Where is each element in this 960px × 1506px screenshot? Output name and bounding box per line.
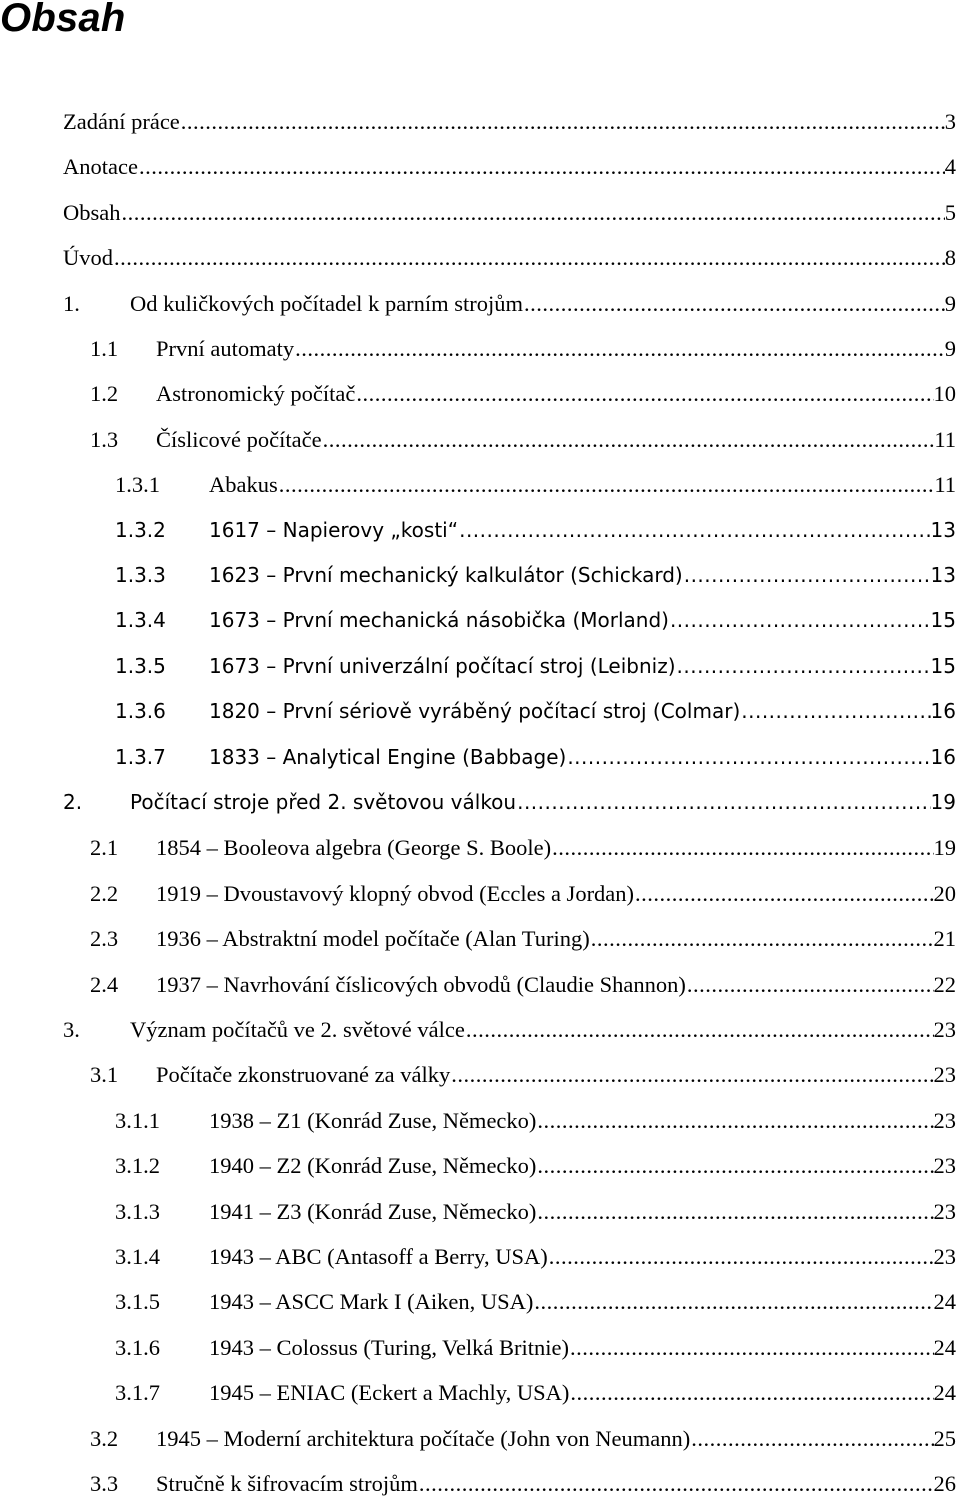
toc-entry-page-number: 8 bbox=[944, 245, 956, 271]
toc-entry-number: 2.4 bbox=[90, 971, 119, 997]
toc-entry[interactable] bbox=[115, 1279, 956, 1324]
toc-entry-number: 3. bbox=[63, 1017, 80, 1042]
toc-entry[interactable] bbox=[115, 1234, 956, 1279]
toc-dot-leader bbox=[566, 735, 930, 780]
toc-entry[interactable] bbox=[63, 144, 956, 189]
toc-entry[interactable] bbox=[90, 871, 956, 916]
toc-dot-leader bbox=[536, 1189, 933, 1234]
toc-entry-number: 3.1.2 bbox=[115, 1153, 160, 1179]
toc-entry-title: 1919 – Dvoustavový klopný obvod (Eccles a Jordan) bbox=[156, 880, 635, 906]
toc-entry-number: 1.3.5 bbox=[115, 653, 166, 678]
toc-dot-leader bbox=[669, 598, 931, 643]
toc-entry-page-number: 9 bbox=[944, 290, 956, 316]
toc-dot-leader bbox=[278, 462, 935, 507]
toc-entry-page-number: 19 bbox=[930, 790, 956, 814]
toc-entry-title: 1617 – Napierovy „kosti“ bbox=[209, 517, 459, 542]
toc-entry-page-number: 23 bbox=[933, 1198, 956, 1224]
toc-entry-title: Počítací stroje před 2. světovou válkou bbox=[130, 790, 517, 814]
toc-entry-number: 3.1.1 bbox=[115, 1107, 160, 1133]
toc-entry-number: 2.3 bbox=[90, 926, 119, 952]
toc-entry-number: 1.1 bbox=[90, 336, 119, 361]
toc-entry-title: 1623 – První mechanický kalkulátor (Schickard) bbox=[209, 563, 683, 587]
toc-entry-title: Od kuličkových počítadel k parním strojům bbox=[130, 290, 524, 316]
toc-entry-title: 1943 – Colossus (Turing, Velká Britnie) bbox=[209, 1334, 570, 1360]
toc-dot-leader bbox=[676, 644, 931, 689]
toc-entry-title: 1820 – První sériově vyráběný počítací stroj (Colmar) bbox=[209, 699, 741, 724]
toc-entry-page-number: 13 bbox=[930, 563, 956, 587]
toc-dot-leader bbox=[686, 962, 934, 1007]
toc-entry-number: 3.1.6 bbox=[115, 1334, 160, 1360]
toc-entry-page-number: 24 bbox=[933, 1289, 956, 1315]
toc-entry-title: 1945 – ENIAC (Eckert a Machly, USA) bbox=[209, 1380, 570, 1406]
toc-entry-title: 1938 – Z1 (Konrád Zuse, Německo) bbox=[209, 1107, 537, 1133]
toc-entry[interactable] bbox=[115, 462, 956, 507]
toc-entry-page-number: 15 bbox=[930, 653, 956, 678]
toc-entry[interactable] bbox=[90, 1461, 956, 1506]
toc-dot-leader bbox=[569, 1370, 933, 1415]
toc-entry-title: Obsah bbox=[63, 199, 121, 225]
toc-entry-number: 2.1 bbox=[90, 835, 119, 861]
toc-entry-page-number: 21 bbox=[933, 926, 956, 952]
toc-entry[interactable] bbox=[115, 1098, 956, 1143]
page-title: Obsah bbox=[0, 0, 126, 40]
toc-dot-leader bbox=[458, 508, 930, 553]
toc-entry[interactable] bbox=[63, 1007, 956, 1052]
toc-entry-page-number: 5 bbox=[944, 199, 956, 225]
toc-entry[interactable] bbox=[115, 1325, 956, 1370]
toc-entry-number: 3.1.3 bbox=[115, 1198, 160, 1224]
toc-entry[interactable] bbox=[115, 598, 956, 643]
toc-entry-page-number: 23 bbox=[933, 1017, 956, 1042]
toc-dot-leader bbox=[355, 371, 933, 416]
toc-entry[interactable] bbox=[90, 417, 956, 462]
toc-entry-page-number: 16 bbox=[930, 744, 956, 769]
toc-entry[interactable] bbox=[115, 689, 956, 734]
toc-entry-page-number: 22 bbox=[933, 971, 956, 997]
toc-entry-title: 1854 – Booleova algebra (George S. Boole) bbox=[156, 835, 552, 861]
toc-entry[interactable] bbox=[115, 508, 956, 553]
toc-dot-leader bbox=[113, 235, 945, 280]
toc-entry-page-number: 23 bbox=[933, 1244, 956, 1269]
toc-dot-leader bbox=[121, 190, 945, 235]
toc-entry[interactable] bbox=[63, 99, 956, 144]
toc-entry-number: 1.3.3 bbox=[115, 563, 166, 587]
toc-entry-number: 3.1.5 bbox=[115, 1289, 160, 1315]
toc-entry-number: 1.3.4 bbox=[115, 608, 166, 633]
toc-entry-title: 1940 – Z2 (Konrád Zuse, Německo) bbox=[209, 1153, 537, 1179]
toc-entry[interactable] bbox=[115, 1370, 956, 1415]
toc-entry[interactable] bbox=[115, 1189, 956, 1234]
toc-dot-leader bbox=[465, 1007, 934, 1052]
toc-entry-page-number: 9 bbox=[944, 336, 956, 361]
toc-dot-leader bbox=[683, 553, 931, 598]
toc-dot-leader bbox=[548, 1234, 934, 1279]
toc-entry[interactable] bbox=[63, 281, 956, 326]
toc-entry-title: Stručně k šifrovacím strojům bbox=[156, 1471, 418, 1496]
toc-entry-number: 1. bbox=[63, 290, 80, 316]
toc-entry-title: První automaty bbox=[156, 336, 295, 361]
toc-entry-number: 3.1.7 bbox=[115, 1380, 160, 1406]
toc-entry[interactable] bbox=[115, 735, 956, 780]
toc-entry-title: 1943 – ASCC Mark I (Aiken, USA) bbox=[209, 1289, 534, 1315]
toc-entry-page-number: 4 bbox=[944, 154, 956, 180]
toc-dot-leader bbox=[138, 144, 945, 189]
toc-dot-leader bbox=[533, 1279, 933, 1324]
toc-entry-page-number: 20 bbox=[933, 880, 956, 906]
toc-entry-number: 1.2 bbox=[90, 381, 119, 407]
toc-entry-number: 1.3.6 bbox=[115, 699, 166, 724]
toc-entry-title: 1941 – Z3 (Konrád Zuse, Německo) bbox=[209, 1198, 537, 1224]
toc-dot-leader bbox=[294, 326, 945, 371]
toc-dot-leader bbox=[536, 1098, 933, 1143]
toc-entry-title: 1945 – Moderní architektura počítače (John von Neumann) bbox=[156, 1425, 691, 1451]
toc-entry-number: 3.1 bbox=[90, 1062, 119, 1088]
toc-entry-page-number: 19 bbox=[933, 835, 956, 861]
toc-entry[interactable] bbox=[90, 962, 956, 1007]
toc-entry-title: 1833 – Analytical Engine (Babbage) bbox=[209, 744, 567, 769]
toc-entry-title: Číslicové počítače bbox=[156, 426, 322, 452]
toc-dot-leader bbox=[569, 1325, 933, 1370]
toc-entry-page-number: 23 bbox=[933, 1153, 956, 1179]
toc-entry-page-number: 25 bbox=[933, 1425, 956, 1451]
toc-entry-page-number: 13 bbox=[930, 517, 956, 542]
toc-entry-title: Astronomický počítač bbox=[156, 381, 356, 407]
toc-entry[interactable] bbox=[115, 644, 956, 689]
toc-entry-page-number: 15 bbox=[930, 608, 956, 633]
toc-entry-title: Úvod bbox=[63, 245, 113, 271]
toc-dot-leader bbox=[322, 417, 935, 462]
toc-dot-leader bbox=[551, 825, 933, 870]
toc-dot-leader bbox=[740, 689, 930, 734]
toc-dot-leader bbox=[523, 281, 945, 326]
toc-entry-page-number: 24 bbox=[933, 1334, 956, 1360]
toc-entry[interactable] bbox=[90, 326, 956, 371]
toc-entry-title: 1673 – První mechanická násobička (Morland) bbox=[209, 608, 669, 633]
toc-entry-page-number: 10 bbox=[933, 381, 956, 407]
toc-entry[interactable] bbox=[115, 1143, 956, 1188]
toc-entry-number: 3.1.4 bbox=[115, 1244, 160, 1269]
toc-entry-title: 1936 – Abstraktní model počítače (Alan Turing) bbox=[156, 926, 590, 952]
toc-entry-title: Zadání práce bbox=[63, 109, 180, 134]
toc-entry-title: Počítače zkonstruované za války bbox=[156, 1062, 451, 1088]
toc-entry-page-number: 24 bbox=[933, 1380, 956, 1406]
toc-entry-number: 1.3.1 bbox=[115, 472, 160, 498]
toc-entry-page-number: 23 bbox=[933, 1062, 956, 1088]
toc-entry-title: Anotace bbox=[63, 154, 138, 180]
toc-entry-number: 2.2 bbox=[90, 880, 119, 906]
toc-entry[interactable] bbox=[115, 553, 956, 598]
toc-dot-leader bbox=[590, 916, 934, 961]
toc-entry[interactable] bbox=[90, 1052, 956, 1097]
toc-entry[interactable] bbox=[90, 1416, 956, 1461]
toc-entry[interactable] bbox=[63, 780, 956, 825]
toc-entry-number: 1.3.7 bbox=[115, 744, 166, 769]
toc-entry-page-number: 11 bbox=[934, 426, 956, 452]
toc-dot-leader bbox=[180, 99, 945, 144]
toc-entry[interactable] bbox=[90, 371, 956, 416]
toc-entry-title: 1673 – První univerzální počítací stroj (Leibniz) bbox=[209, 653, 676, 678]
toc-entry[interactable] bbox=[63, 190, 956, 235]
toc-entry-page-number: 23 bbox=[933, 1107, 956, 1133]
toc-entry-number: 1.3 bbox=[90, 426, 119, 452]
toc-dot-leader bbox=[690, 1416, 933, 1461]
toc-entry-number: 3.3 bbox=[90, 1471, 119, 1496]
toc-entry-title: 1943 – ABC (Antasoff a Berry, USA) bbox=[209, 1244, 548, 1269]
toc-entry-page-number: 11 bbox=[934, 472, 956, 498]
toc-entry-title: Abakus bbox=[209, 472, 278, 498]
toc-entry-title: 1937 – Navrhování číslicových obvodů (Claudie Shannon) bbox=[156, 971, 686, 997]
toc-entry-number: 3.2 bbox=[90, 1425, 119, 1451]
toc-entry-page-number: 16 bbox=[930, 699, 956, 724]
toc-dot-leader bbox=[516, 780, 930, 825]
toc-dot-leader bbox=[536, 1143, 933, 1188]
toc-dot-leader bbox=[418, 1461, 934, 1506]
toc-entry[interactable] bbox=[90, 825, 956, 870]
toc-entry-page-number: 26 bbox=[933, 1471, 956, 1496]
toc-entry[interactable] bbox=[90, 916, 956, 961]
toc-dot-leader bbox=[450, 1052, 933, 1097]
toc-entry[interactable] bbox=[63, 235, 956, 280]
toc-entry-number: 1.3.2 bbox=[115, 517, 166, 542]
toc-dot-leader bbox=[634, 871, 933, 916]
toc-entry-number: 2. bbox=[63, 790, 83, 814]
toc-entry-title: Význam počítačů ve 2. světové válce bbox=[130, 1017, 465, 1042]
toc-entry-page-number: 3 bbox=[944, 109, 956, 134]
